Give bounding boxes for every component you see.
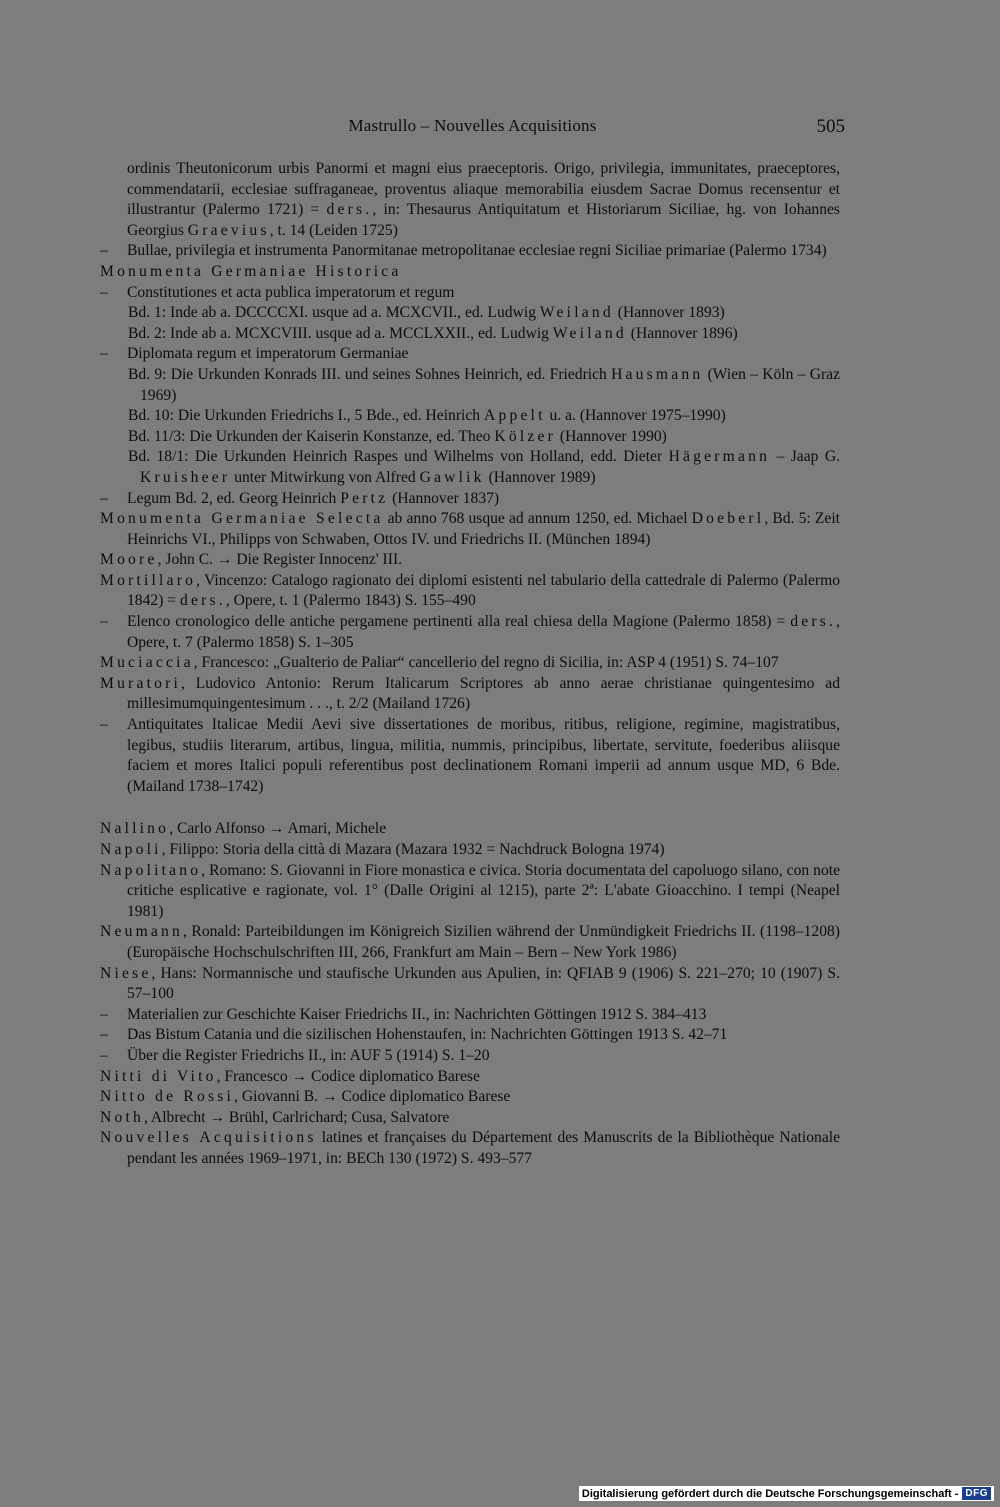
entry-text: ab anno 768 usque ad annum 1250, ed. Michael xyxy=(383,510,692,528)
bib-subentry xyxy=(100,1005,840,1026)
bib-entry xyxy=(100,571,840,612)
bib-entry xyxy=(100,653,840,674)
dash-marker: – xyxy=(100,283,108,301)
entry-text: (Hannover 1990) xyxy=(556,427,667,445)
bib-subentry xyxy=(100,489,840,510)
entry-text: , Giovanni B. → Codice diplomatico Barese xyxy=(234,1088,511,1106)
entry-text: u. a. (Hannover 1975–1990) xyxy=(545,407,726,425)
entry-text: – Jaap G. xyxy=(770,448,840,466)
bib-entry xyxy=(100,819,840,840)
spaced-name: Nitto de Rossi xyxy=(100,1088,235,1106)
dash-marker: – xyxy=(100,489,108,507)
page-header xyxy=(100,116,845,142)
entry-text: (Hannover 1989) xyxy=(484,468,596,486)
bib-entry xyxy=(100,964,840,1005)
spaced-name: Neumann xyxy=(100,923,184,941)
entry-text: Bd. 18/1: Die Urkunden Heinrich Raspes und Wilhelms von Holland, edd. Dieter xyxy=(128,448,669,466)
spaced-name: ders. xyxy=(790,613,837,631)
entry-text: Legum Bd. 2, ed. Georg Heinrich xyxy=(127,489,341,507)
spaced-name: Appelt xyxy=(483,407,546,425)
dash-marker: – xyxy=(100,345,108,363)
spaced-name: Monumenta Germaniae Selecta xyxy=(100,510,384,528)
spaced-name: Mortillaro xyxy=(100,571,197,589)
bib-subentry xyxy=(100,283,840,304)
entry-text: unter Mitwirkung von Alfred xyxy=(230,468,420,486)
bib-subentry xyxy=(100,241,840,262)
entry-text: Constitutiones et acta publica imperatorum et regum xyxy=(127,283,455,301)
dash-marker: – xyxy=(100,1046,108,1064)
entry-text: , John C. → Die Register Innocenz' III. xyxy=(157,551,403,569)
bib-entry xyxy=(100,1067,840,1088)
entry-text: ordinis Theutonicorum urbis Panormi et magni eius praeceptoris. Origo, privilegia, immunitates, praeceptores, commendatarii, ecclesiae suffraganeae, proventus aliaque memorabilia eiusdem Sacrae Domus recensentur et illustrantur (Palermo 1721) = xyxy=(127,160,840,219)
entry-text: , Opere, t. 1 (Palermo 1843) S. 155–490 xyxy=(225,592,476,610)
entry-text: latines et françaises du Département des Manuscrits de la Bibliothèque Nationale pendant les années 1969–1971, in: BECh 130 (1972) S. 493–577 xyxy=(127,1129,840,1167)
bib-subentry xyxy=(100,715,840,797)
spaced-name: Muratori xyxy=(100,674,182,692)
spaced-name: Nallino xyxy=(100,820,170,838)
funding-text: Digitalisierung gefördert durch die Deutsche Forschungsgemeinschaft - xyxy=(581,1487,959,1500)
spaced-name: Pertz xyxy=(340,489,389,507)
entry-text: , Carlo Alfonso → Amari, Michele xyxy=(169,820,387,838)
bib-volume xyxy=(100,303,840,324)
entry-text: , t. 14 (Leiden 1725) xyxy=(269,221,398,239)
entry-text: Materialien zur Geschichte Kaiser Friedrichs II., in: Nachrichten Göttingen 1912 S. 384–413 xyxy=(127,1005,707,1023)
spaced-name: Napoli xyxy=(100,841,162,858)
spaced-name: Doeberl xyxy=(691,510,765,528)
bib-entry xyxy=(100,1087,840,1108)
dash-marker: – xyxy=(100,716,108,734)
entry-text: , Romano: S. Giovanni in Fiore monastica e civica. Storia documentata del capoluogo silano, con note critiche esplicative e ragionate, vol. 1° (Dalle Origini al 1215), parte 2ª: L'abate Gioacchino. I tempi (Neapel 1981) xyxy=(127,861,840,920)
bib-volume xyxy=(100,447,840,488)
entry-text: , in: Thesaurus Antiquitatum et Historiarum Siciliae, hg. von Iohannes Georgius xyxy=(127,201,840,239)
entry-text: Bullae, privilegia et instrumenta Panormitanae metropolitanae ecclesiae regni Siciliae primariae (Palermo 1734) xyxy=(127,242,827,260)
spaced-name: Weiland xyxy=(552,324,627,342)
bib-entry xyxy=(100,674,840,715)
spaced-name: Muciaccia xyxy=(100,654,194,672)
dash-marker: – xyxy=(100,242,108,260)
spaced-name: Monumenta Germaniae Historica xyxy=(100,262,402,280)
running-title: Mastrullo – Nouvelles Acquisitions xyxy=(348,116,597,135)
bib-entry xyxy=(100,922,840,963)
bib-entry xyxy=(100,550,840,571)
entry-text: Über die Register Friedrichs II., in: AUF 5 (1914) S. 1–20 xyxy=(127,1046,490,1064)
spaced-name: Niese xyxy=(100,964,152,982)
dash-marker: – xyxy=(100,613,108,631)
spaced-name: Graevius xyxy=(187,221,270,239)
bib-volume xyxy=(100,406,840,427)
entry-text: , Ludovico Antonio: Rerum Italicarum Scriptores ab anno aerae christianae quingentesimo ad millesimumquingentesimum . . ., t. 2/2 (Mailand 1726) xyxy=(127,674,840,713)
spaced-name: Nitti di Vito xyxy=(100,1067,217,1085)
spaced-name: ders. xyxy=(179,592,226,610)
entry-text: , Filippo: Storia della città di Mazara (Mazara 1932 = Nachdruck Bologna 1974) xyxy=(161,841,665,858)
dash-marker: – xyxy=(100,1026,108,1044)
entry-text: , Opere, t. 7 (Palermo 1858) S. 1–305 xyxy=(127,613,840,651)
spaced-name: Gawlik xyxy=(419,468,485,486)
bib-subentry xyxy=(100,612,840,653)
bib-entry xyxy=(100,840,840,861)
entry-text: , Vincenzo: Catalogo ragionato dei diplomi esistenti nel tabulario della cattedrale di Palermo (Palermo 1842) = xyxy=(127,571,840,610)
entry-text: (Hannover 1893) xyxy=(613,304,725,322)
entry-text: , Albrecht → Brühl, Carlrichard; Cusa, Salvatore xyxy=(144,1108,450,1126)
spaced-name: Hausmann xyxy=(611,365,704,383)
bib-volume xyxy=(100,365,840,406)
funding-notice xyxy=(579,1486,994,1501)
spaced-name: Kölzer xyxy=(494,427,557,445)
spaced-name: Napolitano xyxy=(100,861,202,879)
entry-text: Bd. 11/3: Die Urkunden der Kaiserin Konstanze, ed. Theo xyxy=(128,427,495,445)
spaced-name: ders. xyxy=(326,201,373,219)
entry-text: Das Bistum Catania und die sizilischen Hohenstaufen, in: Nachrichten Göttingen 1913 S. 42–71 xyxy=(127,1026,728,1044)
spaced-name: Weiland xyxy=(539,304,614,322)
entry-text: Bd. 2: Inde ab a. MCXCVIII. usque ad a. MCCLXXII., ed. Ludwig xyxy=(128,324,553,342)
entry-text: (Hannover 1896) xyxy=(626,324,738,342)
spaced-name: Nouvelles Acquisitions xyxy=(100,1129,317,1147)
bib-entry xyxy=(100,262,840,283)
spaced-name: Kruisheer xyxy=(140,468,231,486)
entry-text: , Bd. 5: Zeit Heinrichs VI., Philipps von Schwaben, Ottos IV. und Friedrichs II. (München 1894) xyxy=(127,510,840,548)
section-gap xyxy=(100,797,840,819)
entry-text: , Francesco: „Gualterio de Paliar“ cancellerio del regno di Sicilia, in: ASP 4 (1951) S. 74–107 xyxy=(193,654,779,672)
entry-text: Bd. 10: Die Urkunden Friedrichs I., 5 Bde., ed. Heinrich xyxy=(128,407,484,425)
entry-text: , Francesco → Codice diplomatico Barese xyxy=(216,1067,480,1085)
entry-text: (Wien – Köln – Graz 1969) xyxy=(140,365,840,404)
bib-volume xyxy=(100,427,840,448)
spaced-name: Hägermann xyxy=(668,448,771,466)
spaced-name: Noth xyxy=(100,1108,144,1126)
bib-subentry xyxy=(100,1046,840,1067)
dash-marker: – xyxy=(100,1005,108,1023)
entry-text: Bd. 1: Inde ab a. DCCCCXI. usque ad a. MCXCVII., ed. Ludwig xyxy=(128,304,540,322)
bib-entry xyxy=(100,1128,840,1169)
entry-text: Bd. 9: Die Urkunden Konrads III. und seines Sohnes Heinrich, ed. Friedrich xyxy=(128,365,612,383)
entry-text: Diplomata regum et imperatorum Germaniae xyxy=(127,345,409,363)
entry-text: Antiquitates Italicae Medii Aevi sive dissertationes de moribus, ritibus, religione, regimine, magistratibus, legibus, studiis literarum, artibus, lingua, militia, nummis, principibus, libertate, servitute, foederibus aliisque faciem et mores Italici populi referentibus post declinationem Romani imperii ad annum usque MD, 6 Bde. (Mailand 1738–1742) xyxy=(127,716,840,795)
spaced-name: Moore xyxy=(100,551,158,569)
entry-text: Elenco cronologico delle antiche pergamene pertinenti alla real chiesa della Magione (Palermo 1858) = xyxy=(127,613,791,631)
bib-entry-continuation xyxy=(100,159,840,241)
bibliography-list xyxy=(100,159,840,1170)
bib-subentry xyxy=(100,344,840,365)
entry-text: (Hannover 1837) xyxy=(388,489,500,507)
bib-entry xyxy=(100,861,840,923)
bib-volume xyxy=(100,324,840,345)
bib-entry xyxy=(100,509,840,550)
page-number: 505 xyxy=(816,116,845,137)
bib-entry xyxy=(100,1108,840,1129)
entry-text: , Ronald: Parteibildungen im Königreich Sizilien während der Unmündigkeit Friedrichs II. (1198–1208) (Europäische Hochschulschriften III, 266, Frankfurt am Main – Bern – New York 1986) xyxy=(127,923,840,961)
dfg-logo-icon: DFG xyxy=(962,1487,991,1500)
entry-text: , Hans: Normannische und staufische Urkunden aus Apulien, in: QFIAB 9 (1906) S. 221–270; 10 (1907) S. 57–100 xyxy=(127,964,840,1003)
bib-subentry xyxy=(100,1025,840,1046)
